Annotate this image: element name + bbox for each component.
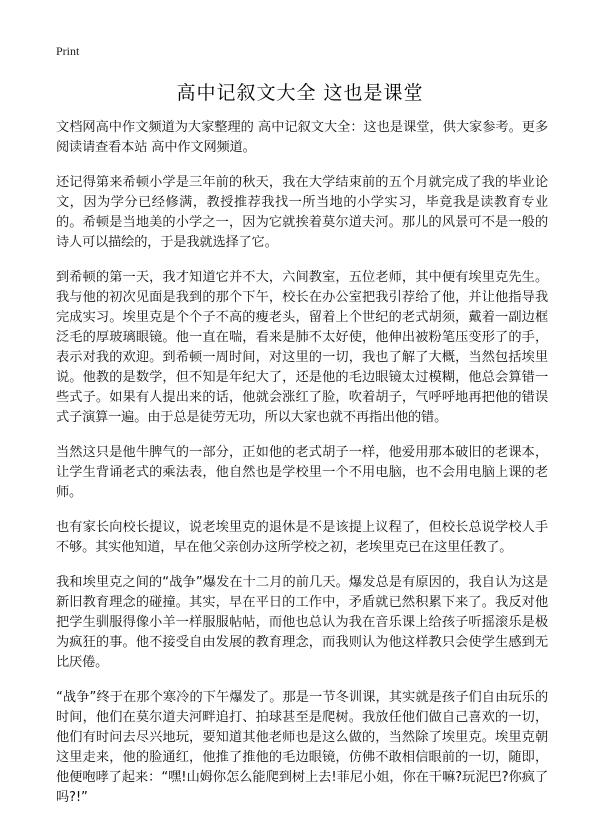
article-body (56, 118, 548, 823)
article-paragraph: “战争”终于在那个寒冷的下午爆发了。那是一节冬训课，其实就是孩子们自由玩乐的时间，他们在莫尔道夫河畔追打、拍球甚至是爬树。我放任他们做自己喜欢的一切，他们有时问去尽兴地玩，要知道其他老师也是这么做的，当然除了埃里克。埃里克朝这里走来，他的脸通红，他推了推他的毛边眼镜，仿佛不敢相信眼前的一切，随即，他便咆哮了起来：“嘿!山姆你怎么能爬到树上去!菲尼小姐，你在干嘛?玩泥巴?你疯了吗?!” (56, 690, 548, 805)
article-paragraph: 还记得第来希顿小学是三年前的秋天，我在大学结束前的五个月就完成了我的毕业论文，因为学分已经修满，教授推荐我找一所当地的小学实习，毕竟我是读教育专业的。希顿是当地美的小学之一，因为它就挨着莫尔道夫河。那儿的风景可不是一般的诗人可以描绘的，于是我就选择了它。 (56, 175, 548, 250)
article-paragraph: 文档网高中作文频道为大家整理的 高中记叙文大全：这也是课堂，供大家参考。更多阅读请查看本站 高中作文网频道。 (56, 120, 548, 155)
print-link[interactable]: Print (56, 44, 80, 58)
article-paragraph: 我和埃里克之间的“战争”爆发在十二月的前几天。爆发总是有原因的，我自认为这是新旧教育理念的碰撞。其实，早在平日的工作中，矛盾就已然积累下来了。我反对他把学生驯服得像小羊一样服服帖帖，而他也总认为我在音乐课上给孩子听摇滚乐是极为疯狂的事。他不接受自由发展的教育理念，而我则认为他这样教只会使学生感到无比厌倦。 (56, 575, 548, 670)
article-paragraph: 到希顿的第一天，我才知道它并不大，六间教室，五位老师，其中便有埃里克先生。我与他的初次见面是我到的那个下午，校长在办公室把我引荐给了他，并让他指导我完成实习。埃里克是个个子不高的瘦老头，留着上个世纪的老式胡须，戴着一副边框泛毛的厚玻璃眼镜。他一直在喘，看来是肺不太好使，他伸出被粉笔压变形了的手，表示对我的欢迎。到希顿一周时间，对这里的一切，我也了解了大概，当然包括埃里说。他教的是数学，但不知是年纪大了，还是他的毛边眼镜太过模糊，他总会算错一些式子。如果有人提出来的话，他就会涨红了脸，吹着胡子，气呼呼地再把他的错误式子演算一遍。由于总是徒劳无功，所以大家也就不再指出他的错。 (56, 270, 548, 425)
page-title: 高中记叙文大全 这也是课堂 (176, 82, 424, 104)
article-paragraph: 也有家长向校长提议，说老埃里克的退休是不是该提上议程了，但校长总说学校人手不够。其实他知道，早在他父亲创办这所学校之初，老埃里克已在这里任教了。 (56, 520, 548, 555)
article-paragraph: 当然这只是他牛脾气的一部分，正如他的老式胡子一样，他爱用那本破旧的老课本，让学生背诵老式的乘法表，他自然也是学校里一个不用电脑，也不会用电脑上课的老师。 (56, 445, 548, 500)
